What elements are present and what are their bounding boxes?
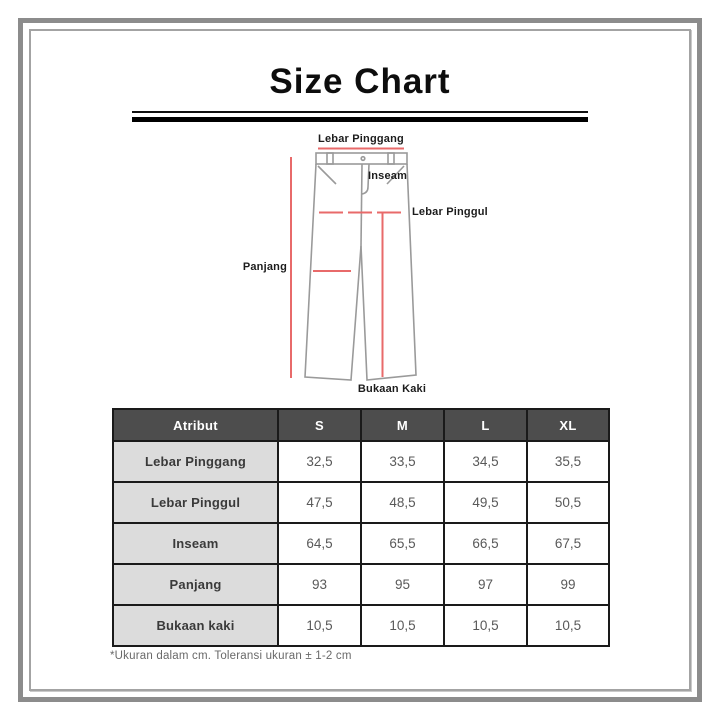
label-bukaan-kaki: Bukaan Kaki <box>357 383 427 395</box>
value-cell: 97 <box>444 564 527 605</box>
table-row <box>113 441 609 482</box>
value-cell: 10,5 <box>278 605 361 646</box>
value-cell: 99 <box>527 564 609 605</box>
page-title: Size Chart <box>269 62 451 101</box>
value-cell: 93 <box>278 564 361 605</box>
value-cell: 47,5 <box>278 482 361 523</box>
belt-loop-left <box>327 153 333 164</box>
value-cell: 48,5 <box>361 482 444 523</box>
value-cell: 50,5 <box>527 482 609 523</box>
table-row <box>113 482 609 523</box>
label-lebar-pinggul: Lebar Pinggul <box>412 206 488 218</box>
title-divider-thick <box>132 117 588 122</box>
pocket-left <box>318 166 336 184</box>
title-divider-thin <box>132 111 588 113</box>
value-cell: 65,5 <box>361 523 444 564</box>
table-row <box>113 523 609 564</box>
attribute-cell: Bukaan kaki <box>113 605 278 646</box>
value-cell: 49,5 <box>444 482 527 523</box>
attribute-cell: Lebar Pinggul <box>113 482 278 523</box>
header-cell-atribut: Atribut <box>113 409 278 441</box>
pants-outline <box>305 153 416 380</box>
value-cell: 32,5 <box>278 441 361 482</box>
right-leg <box>361 164 416 380</box>
value-cell: 35,5 <box>527 441 609 482</box>
value-cell: 10,5 <box>444 605 527 646</box>
waist-button <box>361 157 365 161</box>
attribute-cell: Inseam <box>113 523 278 564</box>
table-header-row <box>113 409 609 441</box>
header-cell-xl: XL <box>527 409 609 441</box>
value-cell: 95 <box>361 564 444 605</box>
belt-loop-right <box>388 153 394 164</box>
footnote: *Ukuran dalam cm. Toleransi ukuran ± 1-2 cm <box>110 650 352 662</box>
header-cell-m: M <box>361 409 444 441</box>
pants-diagram <box>0 130 720 402</box>
label-lebar-pinggang: Lebar Pinggang <box>318 133 404 145</box>
attribute-cell: Panjang <box>113 564 278 605</box>
table-row <box>113 605 609 646</box>
attribute-cell: Lebar Pinggang <box>113 441 278 482</box>
label-panjang: Panjang <box>242 261 287 273</box>
size-table <box>112 408 610 647</box>
value-cell: 66,5 <box>444 523 527 564</box>
value-cell: 33,5 <box>361 441 444 482</box>
label-inseam: Inseam <box>368 170 408 182</box>
header-cell-l: L <box>444 409 527 441</box>
value-cell: 10,5 <box>361 605 444 646</box>
value-cell: 67,5 <box>527 523 609 564</box>
fly-center-seam <box>361 164 362 246</box>
header-cell-s: S <box>278 409 361 441</box>
value-cell: 64,5 <box>278 523 361 564</box>
value-cell: 10,5 <box>527 605 609 646</box>
value-cell: 34,5 <box>444 441 527 482</box>
table-row <box>113 564 609 605</box>
